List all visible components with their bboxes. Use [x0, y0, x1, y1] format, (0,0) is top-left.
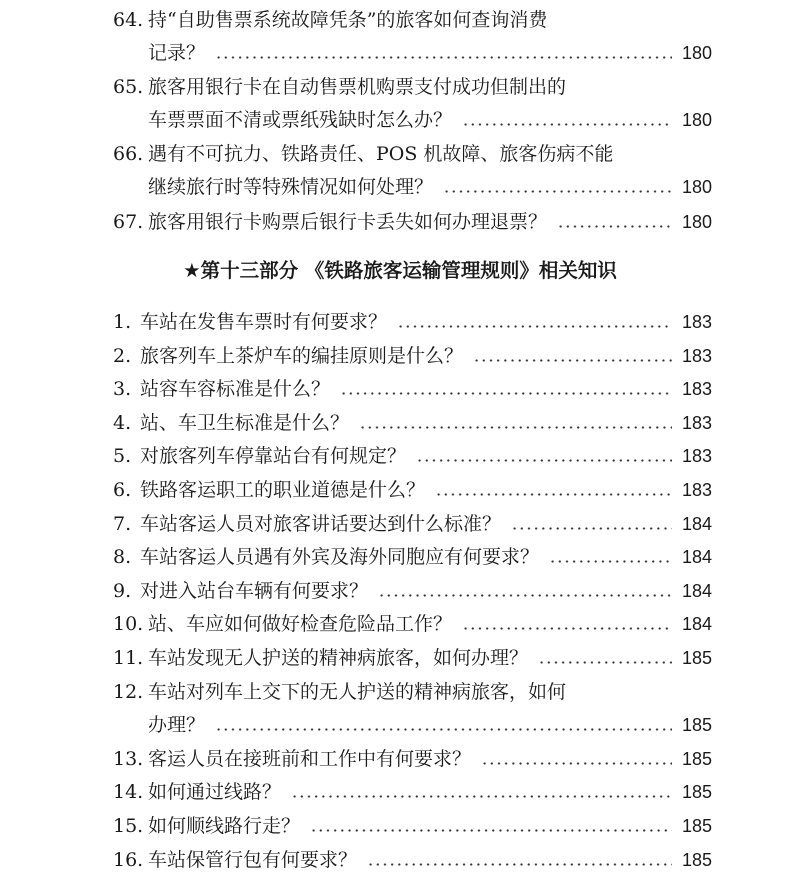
toc-entry-title: 车站客运人员对旅客讲话要达到什么标准？ — [140, 512, 502, 535]
toc-entry-line — [0, 171, 800, 204]
toc-entry-title: 记录？ — [148, 42, 206, 64]
dot-leader — [511, 508, 672, 541]
toc-entry-line — [0, 71, 800, 104]
toc-entry-number: 6. — [113, 479, 132, 501]
toc-entry-number: 66. — [113, 143, 144, 166]
toc-entry-title: 站容车容标准是什么？ — [140, 378, 331, 401]
dot-leader — [416, 440, 672, 473]
toc-entry-line — [0, 844, 800, 877]
toc-page-number: 184 — [681, 614, 712, 635]
toc-entry-title: 旅客用银行卡购票后银行卡丢失如何办理退票？ — [148, 210, 548, 233]
dot-leader — [538, 642, 672, 675]
toc-entry-number: 11. — [113, 647, 144, 669]
toc-entry-line — [0, 642, 800, 675]
toc-entry-line — [0, 743, 800, 776]
dot-leader — [443, 171, 672, 204]
toc-entry-line — [0, 373, 800, 406]
toc-entry-title: 车站对列车上交下的无人护送的精神病旅客，如何 — [148, 680, 567, 703]
toc-entry[interactable] — [0, 776, 800, 809]
toc-entry-line — [0, 776, 800, 809]
toc-entry-line — [0, 340, 800, 373]
toc-page-number: 180 — [681, 211, 712, 232]
toc-entry-number: 12. — [113, 680, 144, 703]
dot-leader — [340, 373, 672, 406]
toc-page-number: 184 — [681, 580, 712, 601]
toc-entry[interactable] — [0, 373, 800, 406]
toc-entry-line — [0, 206, 800, 239]
toc-entry-line — [0, 709, 800, 742]
toc-entry[interactable] — [0, 810, 800, 843]
toc-page-number: 183 — [681, 412, 712, 433]
toc-entry-number: 5. — [113, 445, 132, 468]
toc-page-number: 180 — [681, 177, 712, 198]
toc-entry-number: 9. — [113, 579, 132, 602]
toc-entry[interactable] — [0, 138, 800, 204]
toc-entry-number: 7. — [113, 512, 132, 535]
toc-entry-title: 站、车应如何做好检查危险品工作？ — [148, 613, 453, 636]
toc-entry-line — [0, 407, 800, 440]
toc-entry-title: 如何通过线路？ — [148, 781, 282, 804]
toc-entry-title: 站、车卫生标准是什么？ — [140, 411, 350, 434]
toc-entry[interactable] — [0, 474, 800, 507]
toc-entry[interactable] — [0, 306, 800, 339]
toc-entry[interactable] — [0, 642, 800, 675]
toc-entry-title: 对进入站台车辆有何要求？ — [140, 579, 369, 602]
toc-page-number: 185 — [681, 849, 712, 870]
toc-page-number: 184 — [681, 547, 712, 568]
toc-page-number: 185 — [681, 748, 712, 769]
toc-entry-number: 8. — [113, 546, 132, 569]
toc-entry-title: 办理？ — [148, 713, 206, 736]
toc-entry-title: 车站保管行包有何要求？ — [148, 848, 358, 871]
toc-entry-line — [0, 138, 800, 171]
toc-entry-line — [0, 608, 800, 641]
toc-entry-line — [0, 676, 800, 709]
toc-entry-line — [0, 306, 800, 339]
toc-entry[interactable] — [0, 575, 800, 608]
dot-leader — [215, 37, 672, 70]
toc-entry[interactable] — [0, 608, 800, 641]
toc-entry-number: 64. — [113, 9, 144, 31]
toc-entry-title: 车票票面不清或票纸残缺时怎么办？ — [148, 109, 453, 132]
toc-page-number: 180 — [681, 43, 712, 63]
toc-entry-title: 车站客运人员遇有外宾及海外同胞应有何要求？ — [140, 546, 540, 569]
toc-entry-line — [0, 541, 800, 574]
dot-leader — [397, 306, 672, 339]
dot-leader — [291, 776, 672, 809]
dot-leader — [378, 575, 672, 608]
toc-entry[interactable] — [0, 508, 800, 541]
toc-entry-number: 13. — [113, 747, 144, 770]
dot-leader — [367, 844, 672, 877]
toc-entry-title: 对旅客列车停靠站台有何规定？ — [140, 445, 407, 468]
toc-entry-number: 65. — [113, 76, 144, 99]
toc-entry-title: 继续旅行时等特殊情况如何处理？ — [148, 176, 434, 199]
toc-page-number: 183 — [681, 480, 712, 500]
toc-entry-line — [0, 37, 800, 70]
toc-entry[interactable] — [0, 541, 800, 574]
toc-entry[interactable] — [0, 440, 800, 473]
toc-entry[interactable] — [0, 676, 800, 742]
toc-page-number: 180 — [681, 110, 712, 131]
toc-entry[interactable] — [0, 743, 800, 776]
toc-entry[interactable] — [0, 844, 800, 877]
toc-page-number: 183 — [681, 345, 712, 366]
toc-page-number: 183 — [681, 446, 712, 467]
toc-entry[interactable] — [0, 407, 800, 440]
toc-entry[interactable] — [0, 4, 800, 70]
toc-entry-line — [0, 575, 800, 608]
toc-entry-line — [0, 4, 800, 37]
section-heading: ★第十三部分 《铁路旅客运输管理规则》相关知识 — [183, 259, 617, 282]
toc-entry-title: 旅客列车上茶炉车的编挂原则是什么？ — [140, 344, 464, 367]
toc-entry-title: 车站在发售车票时有何要求？ — [140, 311, 388, 333]
toc-entry-number: 10. — [113, 613, 144, 636]
dot-leader — [557, 206, 672, 239]
dot-leader — [462, 104, 672, 137]
toc-entry-title: 遇有不可抗力、铁路责任、POS 机故障、旅客伤病不能 — [148, 143, 614, 166]
toc-page-number: 183 — [681, 312, 712, 332]
toc-entry[interactable] — [0, 206, 800, 239]
toc-page-number: 185 — [681, 648, 712, 668]
toc-entry-number: 15. — [113, 815, 144, 837]
dot-leader — [549, 541, 672, 574]
toc-entry-line — [0, 474, 800, 507]
toc-page-number: 185 — [681, 782, 712, 803]
toc-entry[interactable] — [0, 340, 800, 373]
dot-leader — [462, 608, 672, 641]
toc-entry-title: 如何顺线路行走？ — [148, 815, 301, 837]
toc-entry-number: 67. — [113, 210, 144, 233]
toc-entry-number: 1. — [113, 311, 132, 333]
toc-entry-number: 14. — [113, 781, 144, 804]
toc-entry-title: 旅客用银行卡在自动售票机购票支付成功但制出的 — [148, 76, 567, 99]
dot-leader — [310, 810, 672, 843]
toc-entry-title: 车站发现无人护送的精神病旅客，如何办理？ — [148, 647, 529, 669]
toc-entry-number: 4. — [113, 411, 132, 434]
dot-leader — [481, 743, 672, 776]
dot-leader — [215, 709, 672, 742]
toc-entry-line — [0, 810, 800, 843]
toc-entry-title: 铁路客运职工的职业道德是什么？ — [140, 479, 426, 501]
toc-page-number: 183 — [681, 379, 712, 400]
toc-entry-title: 客运人员在接班前和工作中有何要求？ — [148, 747, 472, 770]
toc-entry-number: 2. — [113, 344, 132, 367]
toc-entry-line — [0, 104, 800, 137]
toc-page-number: 185 — [681, 714, 712, 735]
toc-entry-title: 持“自助售票系统故障凭条”的旅客如何查询消费 — [148, 9, 548, 31]
dot-leader — [359, 407, 672, 440]
toc-entry-line — [0, 440, 800, 473]
toc-page-number: 184 — [681, 513, 712, 534]
toc-entry-number: 3. — [113, 378, 132, 401]
toc-entry-line — [0, 508, 800, 541]
dot-leader — [435, 474, 672, 507]
toc-entry-number: 16. — [113, 848, 144, 871]
dot-leader — [473, 340, 672, 373]
toc-entry[interactable] — [0, 71, 800, 137]
toc-page-number: 185 — [681, 816, 712, 836]
